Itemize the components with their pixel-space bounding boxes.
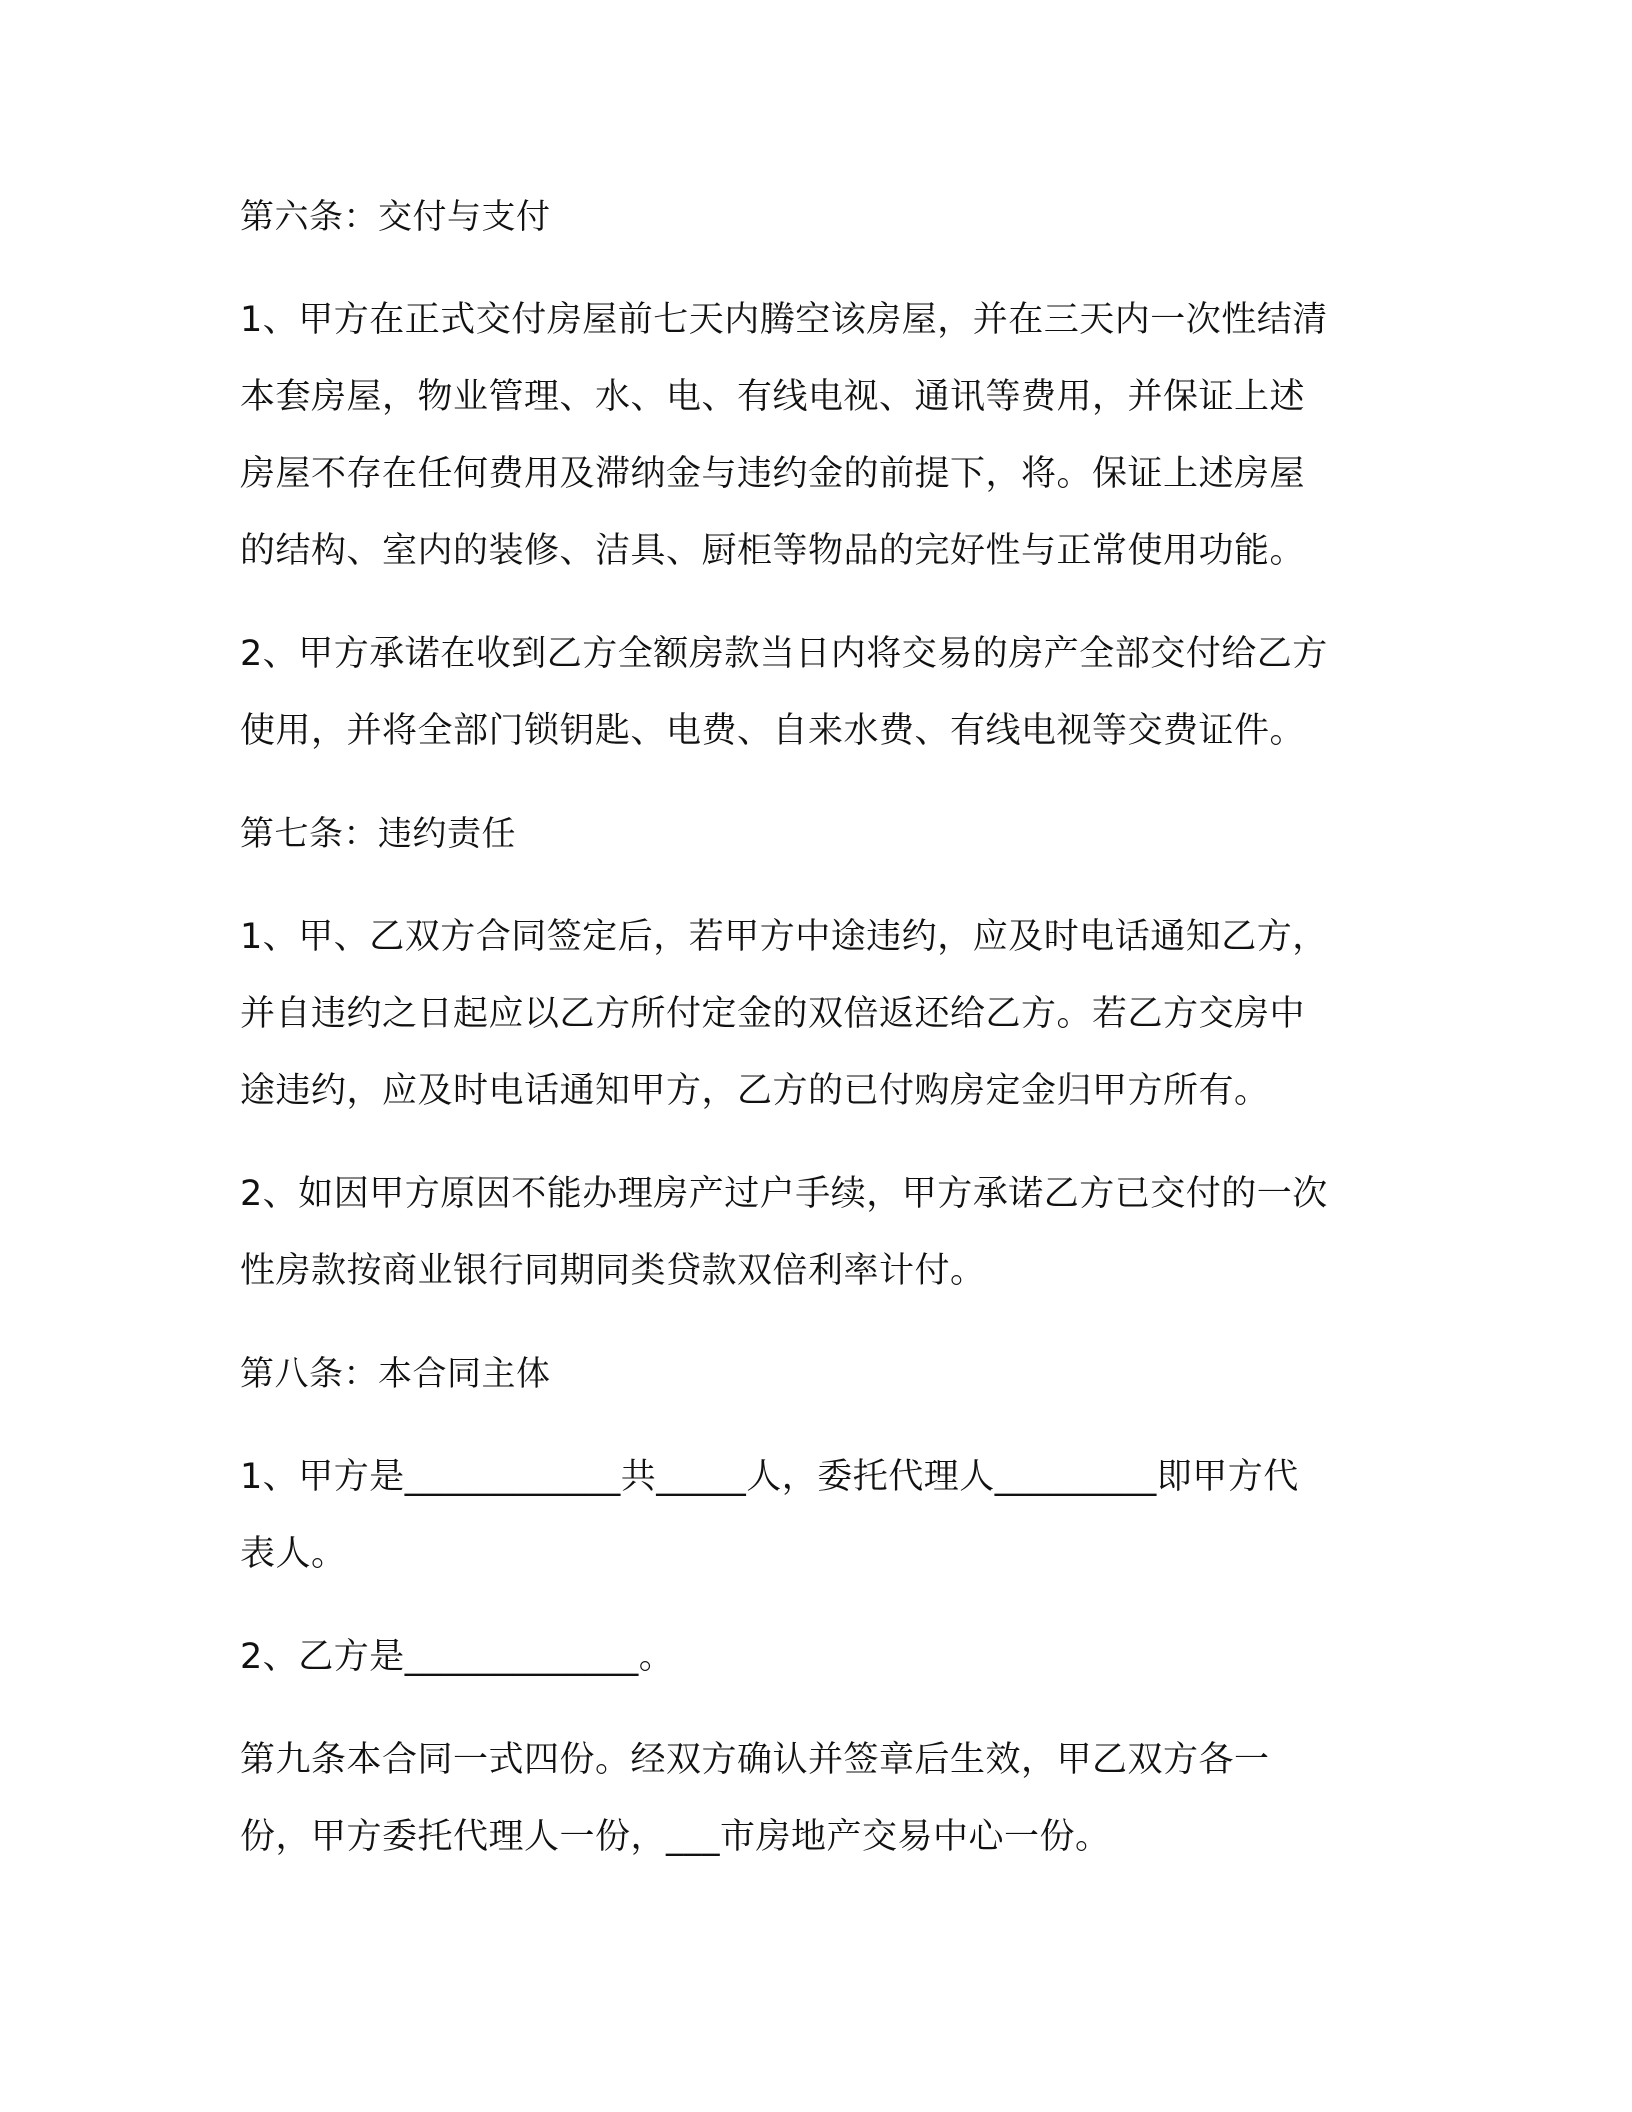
paragraph-line: 份，甲方委托代理人一份，___市房地产交易中心一份。 [240, 1817, 1111, 1857]
paragraph-line: 2、乙方是_____________。 [240, 1637, 675, 1677]
section-heading-8: 第八条：本合同主体 [240, 1354, 551, 1394]
paragraph-line: 使用，并将全部门锁钥匙、电费、自来水费、有线电视等交费证件。 [240, 711, 1306, 751]
paragraph-line: 本套房屋，物业管理、水、电、有线电视、通讯等费用，并保证上述 [240, 377, 1306, 417]
paragraph-line: 房屋不存在任何费用及滞纳金与违约金的前提下，将。保证上述房屋 [240, 454, 1306, 494]
paragraph-line: 的结构、室内的装修、洁具、厨柜等物品的完好性与正常使用功能。 [240, 531, 1306, 571]
paragraph-line: 第九条本合同一式四份。经双方确认并签章后生效，甲乙双方各一 [240, 1740, 1270, 1780]
paragraph-line: 并自违约之日起应以乙方所付定金的双倍返还给乙方。若乙方交房中 [240, 994, 1306, 1034]
paragraph-line: 2、甲方承诺在收到乙方全额房款当日内将交易的房产全部交付给乙方 [240, 634, 1328, 674]
paragraph-line: 1、甲方是____________共_____人，委托代理人_________即甲方代 [240, 1457, 1299, 1497]
section-heading-6: 第六条：交付与支付 [240, 197, 551, 237]
paragraph-line: 途违约，应及时电话通知甲方，乙方的已付购房定金归甲方所有。 [240, 1071, 1270, 1111]
paragraph-line: 性房款按商业银行同期同类贷款双倍利率计付。 [240, 1251, 986, 1291]
paragraph-line: 2、如因甲方原因不能办理房产过户手续，甲方承诺乙方已交付的一次 [240, 1174, 1328, 1214]
section-heading-7: 第七条：违约责任 [240, 814, 516, 854]
paragraph-line: 表人。 [240, 1534, 347, 1574]
paragraph-line: 1、甲、乙双方合同签定后，若甲方中途违约，应及时电话通知乙方， [240, 917, 1328, 957]
paragraph-line: 1、甲方在正式交付房屋前七天内腾空该房屋，并在三天内一次性结清 [240, 300, 1328, 340]
